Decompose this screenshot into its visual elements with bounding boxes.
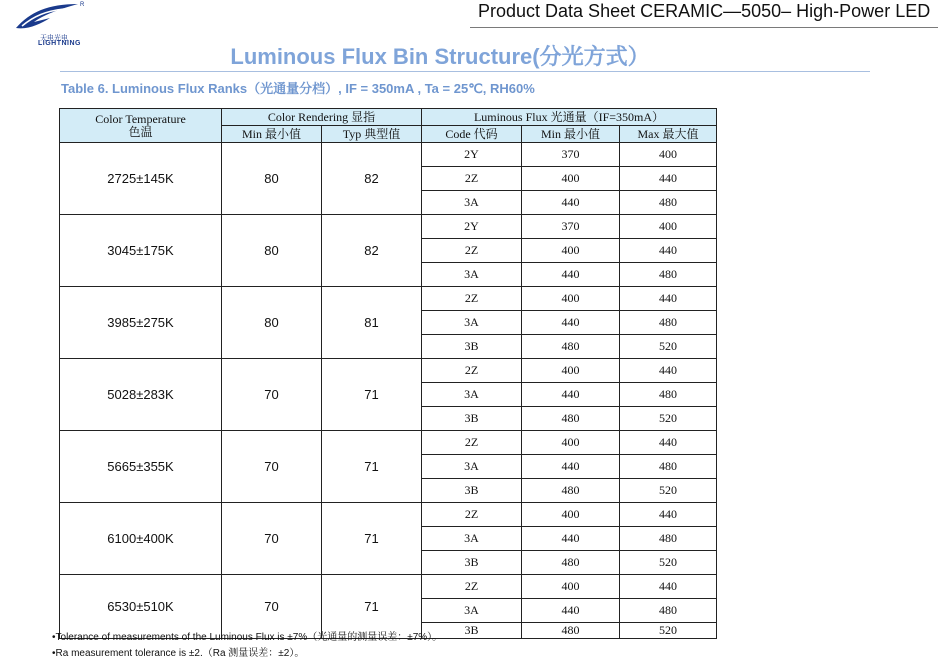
bin-code-cell: 3A [422, 383, 522, 407]
table-caption: Table 6. Luminous Flux Ranks（光通量分档）, IF = 350mA , Ta = 25℃, RH60% [61, 81, 535, 96]
section-title: Luminous Flux Bin Structure(分光方式） [230, 44, 650, 69]
flux-min-cell: 440 [522, 191, 620, 215]
cri-min-cell: 80 [222, 287, 322, 359]
flux-max-cell: 440 [620, 287, 717, 311]
flux-max-cell: 520 [620, 623, 717, 639]
flux-min-cell: 440 [522, 455, 620, 479]
flux-min-cell: 440 [522, 599, 620, 623]
section-divider [60, 71, 870, 72]
flux-max-cell: 480 [620, 263, 717, 287]
flux-min-cell: 400 [522, 167, 620, 191]
bin-code-cell: 3A [422, 599, 522, 623]
cri-min-cell: 80 [222, 215, 322, 287]
color-rendering-header: Color Rendering 显指 [222, 109, 422, 126]
flux-max-cell: 400 [620, 143, 717, 167]
header-divider [470, 27, 938, 28]
bin-code-cell: 3B [422, 551, 522, 575]
flux-max-cell: 480 [620, 527, 717, 551]
color-temperature-cell: 6100±400K [60, 503, 222, 575]
bin-code-cell: 3A [422, 263, 522, 287]
flux-min-cell: 370 [522, 215, 620, 239]
color-temperature-cell: 5665±355K [60, 431, 222, 503]
lightning-bolt-icon [12, 2, 85, 34]
flux-min-cell: 370 [522, 143, 620, 167]
cri-min-cell: 70 [222, 503, 322, 575]
table-row [60, 287, 717, 311]
flux-min-cell: 480 [522, 551, 620, 575]
flux-min-cell: 480 [522, 407, 620, 431]
flux-min-cell: 440 [522, 263, 620, 287]
bin-code-cell: 2Y [422, 215, 522, 239]
luminous-flux-bin-table [59, 108, 717, 639]
bin-code-cell: 2Z [422, 503, 522, 527]
bin-code-cell: 3B [422, 407, 522, 431]
bin-code-cell: 2Z [422, 359, 522, 383]
cri-min-header: Min 最小值 [222, 126, 322, 143]
flux-max-cell: 440 [620, 239, 717, 263]
color-temperature-header-cn: 色温 [128, 124, 153, 139]
bin-code-cell: 3B [422, 335, 522, 359]
logo-english-text: LIGHTNING [38, 40, 81, 47]
flux-min-cell: 480 [522, 623, 620, 639]
footnote-flux-tolerance: •Tolerance of measurements of the Luminous Flux is ±7%（光通量的测量误差：±7%）。 [52, 632, 443, 643]
flux-min-cell: 440 [522, 383, 620, 407]
flux-max-cell: 520 [620, 335, 717, 359]
luminous-flux-header: Luminous Flux 光通量（IF=350mA） [422, 109, 717, 126]
flux-max-cell: 520 [620, 551, 717, 575]
color-temperature-cell: 3045±175K [60, 215, 222, 287]
flux-max-cell: 400 [620, 215, 717, 239]
table-row [60, 215, 717, 239]
flux-max-cell: 440 [620, 359, 717, 383]
cri-min-cell: 80 [222, 143, 322, 215]
flux-max-cell: 440 [620, 575, 717, 599]
cri-typ-cell: 82 [322, 143, 422, 215]
flux-min-cell: 440 [522, 311, 620, 335]
bin-code-cell: 3A [422, 311, 522, 335]
flux-max-cell: 480 [620, 455, 717, 479]
flux-min-cell: 480 [522, 335, 620, 359]
bin-code-cell: 3A [422, 527, 522, 551]
bin-code-cell: 3B [422, 479, 522, 503]
footnote-ra-tolerance: •Ra measurement tolerance is ±2.（Ra 测量误差：±2）。 [52, 648, 305, 659]
table-row [60, 431, 717, 455]
cri-typ-cell: 71 [322, 431, 422, 503]
color-temperature-header [60, 109, 222, 143]
table-body [60, 143, 717, 639]
cri-min-cell: 70 [222, 431, 322, 503]
code-header: Code 代码 [422, 126, 522, 143]
flux-min-cell: 400 [522, 239, 620, 263]
bin-code-cell: 3B [422, 623, 522, 639]
flux-max-cell: 520 [620, 479, 717, 503]
cri-min-cell: 70 [222, 575, 322, 639]
flux-max-cell: 480 [620, 191, 717, 215]
cri-typ-cell: 71 [322, 503, 422, 575]
bin-code-cell: 2Y [422, 143, 522, 167]
flux-max-cell: 520 [620, 407, 717, 431]
flux-min-cell: 440 [522, 527, 620, 551]
flux-min-cell: 400 [522, 287, 620, 311]
flux-min-cell: 480 [522, 479, 620, 503]
flux-max-cell: 480 [620, 599, 717, 623]
cri-typ-cell: 71 [322, 359, 422, 431]
flux-max-header: Max 最大值 [620, 126, 717, 143]
flux-min-cell: 400 [522, 431, 620, 455]
flux-max-cell: 480 [620, 383, 717, 407]
flux-min-cell: 400 [522, 359, 620, 383]
bin-code-cell: 2Z [422, 431, 522, 455]
flux-min-header: Min 最小值 [522, 126, 620, 143]
color-temperature-cell: 5028±283K [60, 359, 222, 431]
color-temperature-cell: 6530±510K [60, 575, 222, 639]
table-row [60, 503, 717, 527]
cri-typ-cell: 82 [322, 215, 422, 287]
color-temperature-cell: 3985±275K [60, 287, 222, 359]
document-header-title: Product Data Sheet CERAMIC—5050– High-Power LED [478, 1, 931, 21]
table-row [60, 359, 717, 383]
flux-max-cell: 480 [620, 311, 717, 335]
logo-chinese-text: 天电光电 [40, 34, 68, 42]
flux-min-cell: 400 [522, 503, 620, 527]
table-row [60, 143, 717, 167]
bin-code-cell: 2Z [422, 287, 522, 311]
flux-max-cell: 440 [620, 167, 717, 191]
bin-code-cell: 3A [422, 455, 522, 479]
flux-max-cell: 440 [620, 431, 717, 455]
bin-code-cell: 2Z [422, 575, 522, 599]
cri-typ-header: Typ 典型值 [322, 126, 422, 143]
bin-code-cell: 3A [422, 191, 522, 215]
bin-code-cell: 2Z [422, 167, 522, 191]
flux-max-cell: 440 [620, 503, 717, 527]
color-temperature-header-en: Color Temperature [95, 111, 186, 126]
color-temperature-cell: 2725±145K [60, 143, 222, 215]
cri-typ-cell: 71 [322, 575, 422, 639]
bin-code-cell: 2Z [422, 239, 522, 263]
flux-min-cell: 400 [522, 575, 620, 599]
registered-mark: R [80, 2, 85, 8]
table-row [60, 575, 717, 599]
cri-typ-cell: 81 [322, 287, 422, 359]
cri-min-cell: 70 [222, 359, 322, 431]
